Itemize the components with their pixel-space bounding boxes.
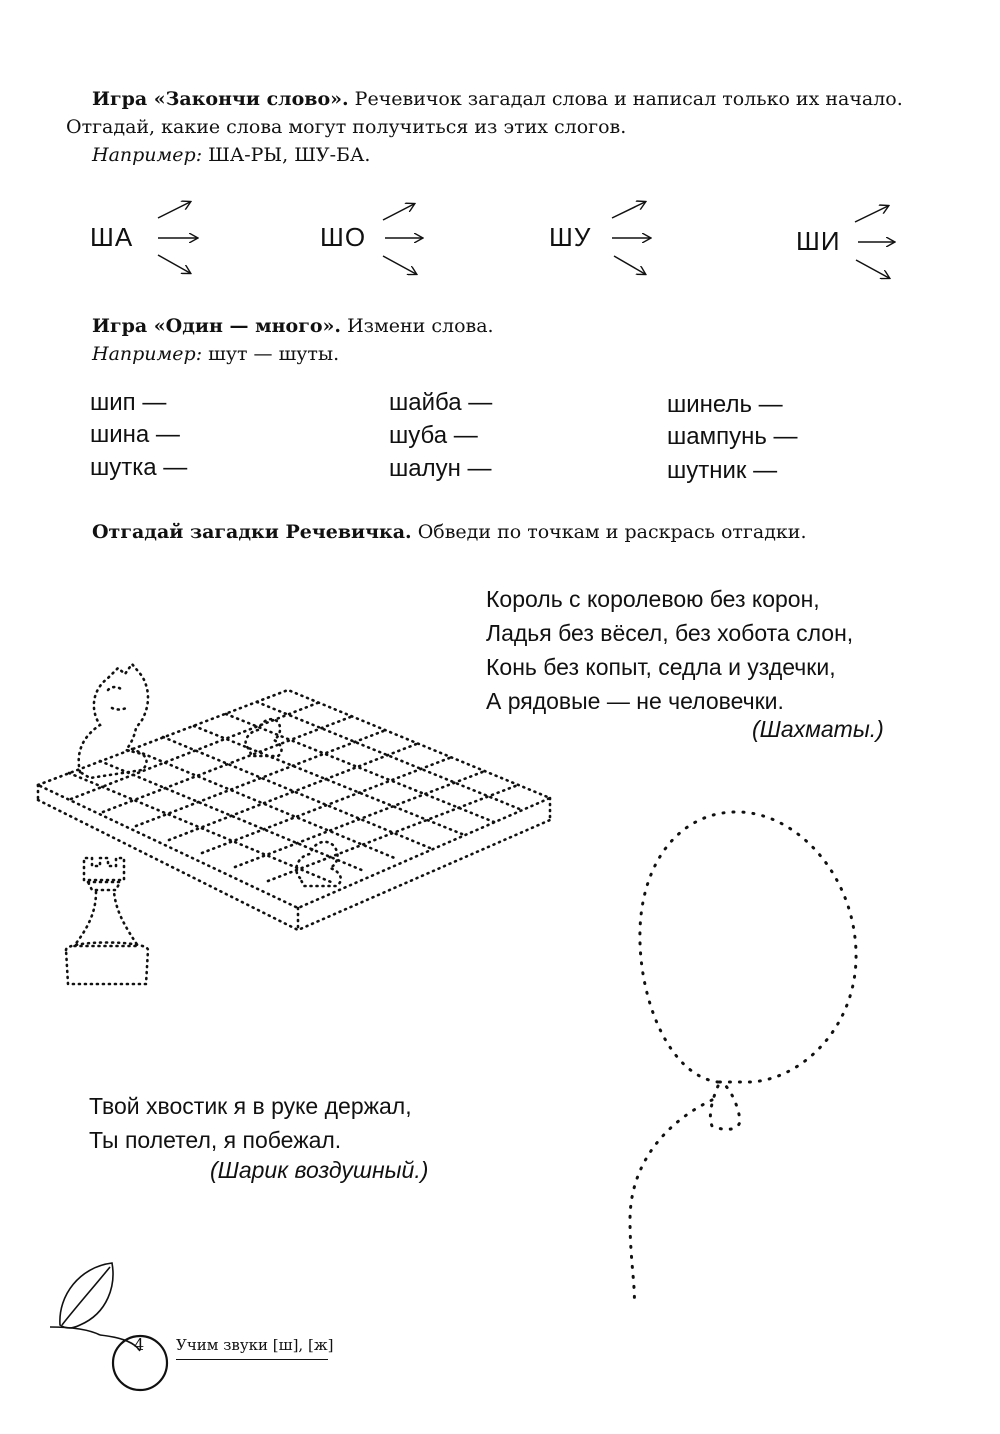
arrow-icon: [158, 202, 190, 218]
riddle2-text: [89, 1089, 412, 1157]
riddles-instruction: Обведи по точкам и раскрась отгадки.: [417, 521, 807, 543]
word-item: шайба —: [389, 389, 493, 416]
leaf-icon: [40, 1255, 180, 1395]
balloon-icon: [600, 800, 900, 1310]
arrow-icon: [158, 255, 190, 273]
riddle1-line: Ладья без вёсел, без хобота слон,: [486, 620, 854, 646]
game2-title: Игра «Один — много».: [92, 315, 342, 337]
game1-example-value: ША-РЫ, ШУ-БА.: [208, 144, 371, 166]
knight-piece-icon: [79, 664, 148, 778]
arrows-group: [0, 0, 1000, 300]
game2-example-label: Например:: [92, 343, 203, 365]
riddle1-line: Король с королевою без корон,: [486, 586, 820, 612]
riddle2-answer: (Шарик воздушный.): [210, 1157, 429, 1183]
chess-illustration: [30, 650, 570, 1010]
game2-example-value: шут — шуты.: [208, 343, 340, 365]
syllable-shu: ШУ: [549, 222, 592, 252]
syllable-sha: ША: [90, 222, 134, 252]
page-number: 4: [134, 1335, 145, 1354]
game2-example: [92, 340, 339, 369]
pawn-piece-icon: [296, 842, 340, 886]
arrow-icon: [383, 204, 414, 220]
riddles-heading: [92, 518, 807, 547]
game1-text-part2: Отгадай, какие слова могут получиться из этих слогов.: [66, 116, 627, 138]
word-item: шутка —: [90, 454, 188, 481]
syllable-sho: ШО: [320, 222, 367, 252]
arrow-icon: [383, 256, 416, 274]
arrow-icon: [855, 206, 888, 222]
game1-example-label: Например:: [92, 144, 203, 166]
arrow-icon: [614, 256, 645, 274]
riddle2-line: Твой хвостик я в руке держал,: [89, 1093, 412, 1119]
riddle1-line: А рядовые — не человечки.: [486, 688, 784, 714]
riddle2-line: Ты полетел, я побежал.: [89, 1127, 342, 1153]
arrow-icon: [856, 260, 889, 278]
rook-piece-icon: [66, 858, 148, 984]
riddles-title: Отгадай загадки Речевичка.: [92, 521, 412, 543]
riddle1-answer: (Шахматы.): [752, 716, 884, 742]
word-item: шинель —: [667, 391, 783, 418]
game1-title: Игра «Закончи слово».: [92, 88, 349, 110]
footer-rule: [176, 1359, 328, 1360]
game2-instruction: Измени слова.: [347, 315, 494, 337]
word-item: шуба —: [389, 422, 478, 449]
game1-text-part1: Речевичок загадал слова и написал только их начало.: [354, 88, 903, 110]
word-item: шутник —: [667, 457, 778, 484]
word-item: шина —: [90, 421, 180, 448]
footer-section-title: Учим звуки [ш], [ж]: [176, 1336, 334, 1354]
syllable-shi: ШИ: [796, 226, 841, 256]
pawn-piece-icon: [246, 719, 282, 756]
word-item: шампунь —: [667, 423, 798, 450]
word-item: шип —: [90, 389, 167, 416]
riddle1-line: Конь без копыт, седла и уздечки,: [486, 654, 836, 680]
word-item: шалун —: [389, 455, 492, 482]
game2-heading: [92, 312, 494, 341]
arrow-icon: [612, 202, 645, 218]
